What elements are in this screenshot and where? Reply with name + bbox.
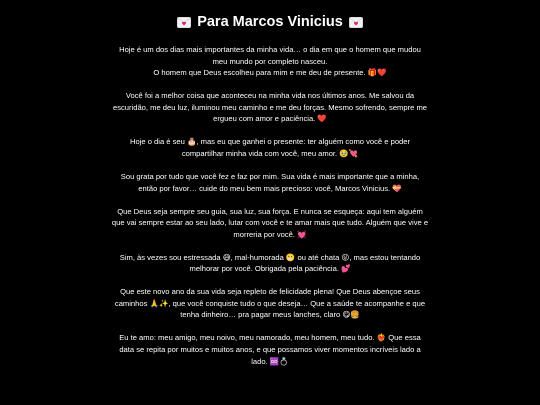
text-line: escuridão, me deu luz, iluminou meu caminho e me deu forças. Mesmo sofrendo, sempre me: [112, 102, 428, 112]
text-line: meu mundo por completo nasceu.: [212, 56, 328, 66]
paragraph-3: [16, 136, 524, 159]
text-line: morreria por você. 💓: [233, 229, 307, 239]
text-line: Sou grata por tudo que você fez e faz por mim. Sua vida é mais importante que a minha,: [120, 171, 420, 181]
page-title: Para Marcos Vinicius: [197, 14, 343, 30]
text-line: data se repita por muitos e muitos anos, e que possamos viver momentos incríveis lado a: [119, 345, 421, 355]
paragraph-8: [16, 332, 524, 367]
text-line: ergueu com amor e paciência. ❤️: [213, 114, 327, 124]
text-line: melhorar por você. Obrigada pela paciência. 💕: [189, 264, 351, 274]
text-line: Hoje é um dos dias mais importantes da minha vida… o dia em que o homem que mudou: [119, 45, 421, 54]
text-line: Hoje o dia é seu 🎂, mas eu que ganhei o presente: ter alguém como você e poder: [129, 137, 411, 147]
paragraph-4: [16, 171, 524, 194]
paragraph-2: [16, 90, 524, 125]
text-line: Você foi a melhor coisa que aconteceu na minha vida nos últimos anos. Me salvou da: [125, 91, 415, 101]
text-line: compartilhar minha vida com você, meu amor. 🥹💘: [181, 148, 359, 158]
text-line: que vai sempre estar ao seu lado, lutar com você e te amar mais que tudo. Alguém que vive e: [111, 218, 429, 228]
paragraph-1: [16, 44, 524, 79]
text-line: Que Deus seja sempre seu guia, sua luz, sua força. E nunca se esqueça: aqui tem alguém: [117, 206, 423, 216]
text-line: então por favor… cuide do meu bem mais precioso: você, Marcos Vinicius. 💝: [138, 183, 402, 193]
text-line: Sim, às vezes sou estressada 😅, mal-humorada 😬 ou até chata 😜, mas estou tentando: [119, 252, 421, 262]
paragraph-6: [16, 252, 524, 275]
text-line: Que este novo ano da sua vida seja repleto de felicidade plena! Que Deus abençoe seus: [120, 287, 420, 297]
paragraph-7: [16, 286, 524, 321]
letter-body: [16, 44, 524, 367]
text-line: caminhos 🙏✨, que você conquiste tudo o que deseja… Que a saúde te acompanhe e que: [114, 298, 426, 308]
text-line: Eu te amo: meu amigo, meu noivo, meu namorado, meu homem, meu tudo. ❤️‍🔥 Que essa: [119, 333, 421, 343]
text-line: lado. ♾️💍: [251, 356, 289, 366]
header: [16, 14, 524, 30]
love-letter-icon: [177, 17, 191, 28]
text-line: O homem que Deus escolheu para mim e me deu de presente. 🎁❤️: [153, 68, 387, 78]
love-letter-icon: [349, 17, 363, 28]
text-line: tenha dinheiro… pra pagar meus lanches, claro 😋🍔: [180, 310, 360, 320]
paragraph-5: [16, 206, 524, 241]
